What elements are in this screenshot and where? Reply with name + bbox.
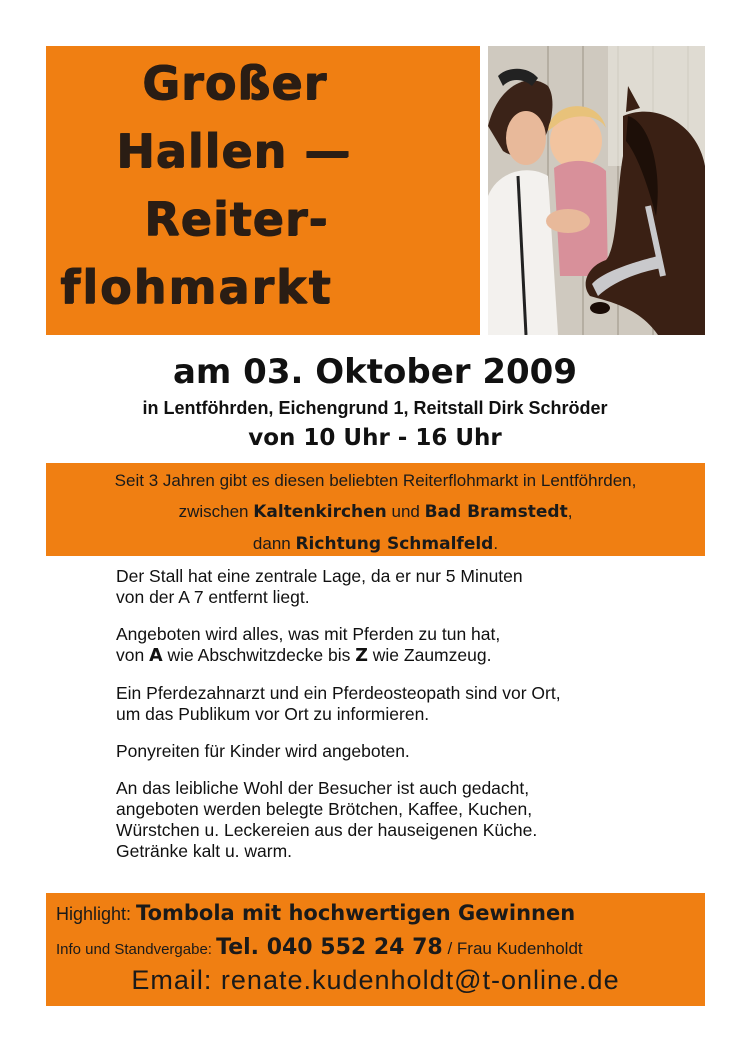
intro-text: . bbox=[493, 534, 499, 553]
body-line: von der A 7 entfernt liegt. bbox=[116, 587, 310, 607]
paragraph-experts bbox=[116, 683, 696, 725]
highlight-value: Tombola mit hochwertigen Gewinnen bbox=[136, 901, 576, 925]
contact-label: Info und Standvergabe: bbox=[56, 941, 217, 958]
event-time: von 10 Uhr - 16 Uhr bbox=[248, 425, 502, 451]
body-text-span: wie Abschwitzdecke bis bbox=[162, 645, 356, 665]
letter-z: Z bbox=[355, 646, 368, 666]
body-text-span: wie Zaumzeug. bbox=[367, 645, 492, 665]
title-line-3: Reiter- bbox=[144, 192, 329, 246]
direction-schmalfeld: Richtung Schmalfeld bbox=[295, 534, 494, 554]
letter-a: A bbox=[149, 646, 163, 666]
intro-line-2 bbox=[46, 496, 705, 528]
photo-illustration bbox=[488, 46, 705, 335]
title-box bbox=[46, 46, 480, 335]
title-line-2: Hallen — bbox=[116, 124, 352, 178]
body-text-span: von bbox=[116, 645, 150, 665]
title-line-1: Großer bbox=[142, 56, 328, 110]
intro-text: , bbox=[567, 502, 573, 521]
highlight-row bbox=[56, 901, 575, 925]
place-bad-bramstedt: Bad Bramstedt bbox=[424, 502, 568, 522]
intro-line-3 bbox=[46, 528, 705, 560]
body-line: Angeboten wird alles, was mit Pferden zu tun hat, bbox=[116, 624, 501, 644]
contact-phone[interactable]: Tel. 040 552 24 78 bbox=[216, 935, 443, 960]
photo-woman-child-horse bbox=[488, 46, 705, 335]
contact-email[interactable]: Email: renate.kudenholdt@t-online.de bbox=[131, 965, 620, 995]
body-line: An das leibliche Wohl der Besucher ist auch gedacht, bbox=[116, 778, 530, 798]
paragraph-location bbox=[116, 566, 696, 608]
event-location: in Lentföhrden, Eichengrund 1, Reitstall Dirk Schröder bbox=[142, 398, 608, 418]
contact-row bbox=[56, 935, 583, 960]
body-text bbox=[116, 566, 696, 878]
body-line: um das Publikum vor Ort zu informieren. bbox=[116, 704, 430, 724]
paragraph-catering bbox=[116, 778, 696, 862]
highlight-label: Highlight: bbox=[56, 904, 137, 924]
paragraph-pony-rides: Ponyreiten für Kinder wird angeboten. bbox=[116, 741, 410, 761]
body-line: Ein Pferdezahnarzt und ein Pferdeosteopath sind vor Ort, bbox=[116, 683, 561, 703]
intro-text: zwischen bbox=[178, 502, 254, 521]
contact-name: / Frau Kudenholdt bbox=[442, 939, 583, 958]
intro-line-1: Seit 3 Jahren gibt es diesen beliebten Reiterflohmarkt in Lentföhrden, bbox=[114, 471, 637, 490]
body-line: Würstchen u. Leckereien aus der hauseigenen Küche. bbox=[116, 820, 538, 840]
place-kaltenkirchen: Kaltenkirchen bbox=[253, 502, 387, 522]
body-line: Der Stall hat eine zentrale Lage, da er nur 5 Minuten bbox=[116, 566, 523, 586]
event-date: am 03. Oktober 2009 bbox=[172, 352, 578, 392]
intro-text: und bbox=[386, 502, 425, 521]
intro-box bbox=[46, 463, 705, 556]
body-line: Getränke kalt u. warm. bbox=[116, 841, 293, 861]
footer-box bbox=[46, 893, 705, 1006]
intro-text: dann bbox=[252, 534, 296, 553]
paragraph-offer bbox=[116, 624, 696, 667]
title-line-4: flohmarkt bbox=[60, 260, 333, 314]
body-line: angeboten werden belegte Brötchen, Kaffee, Kuchen, bbox=[116, 799, 533, 819]
